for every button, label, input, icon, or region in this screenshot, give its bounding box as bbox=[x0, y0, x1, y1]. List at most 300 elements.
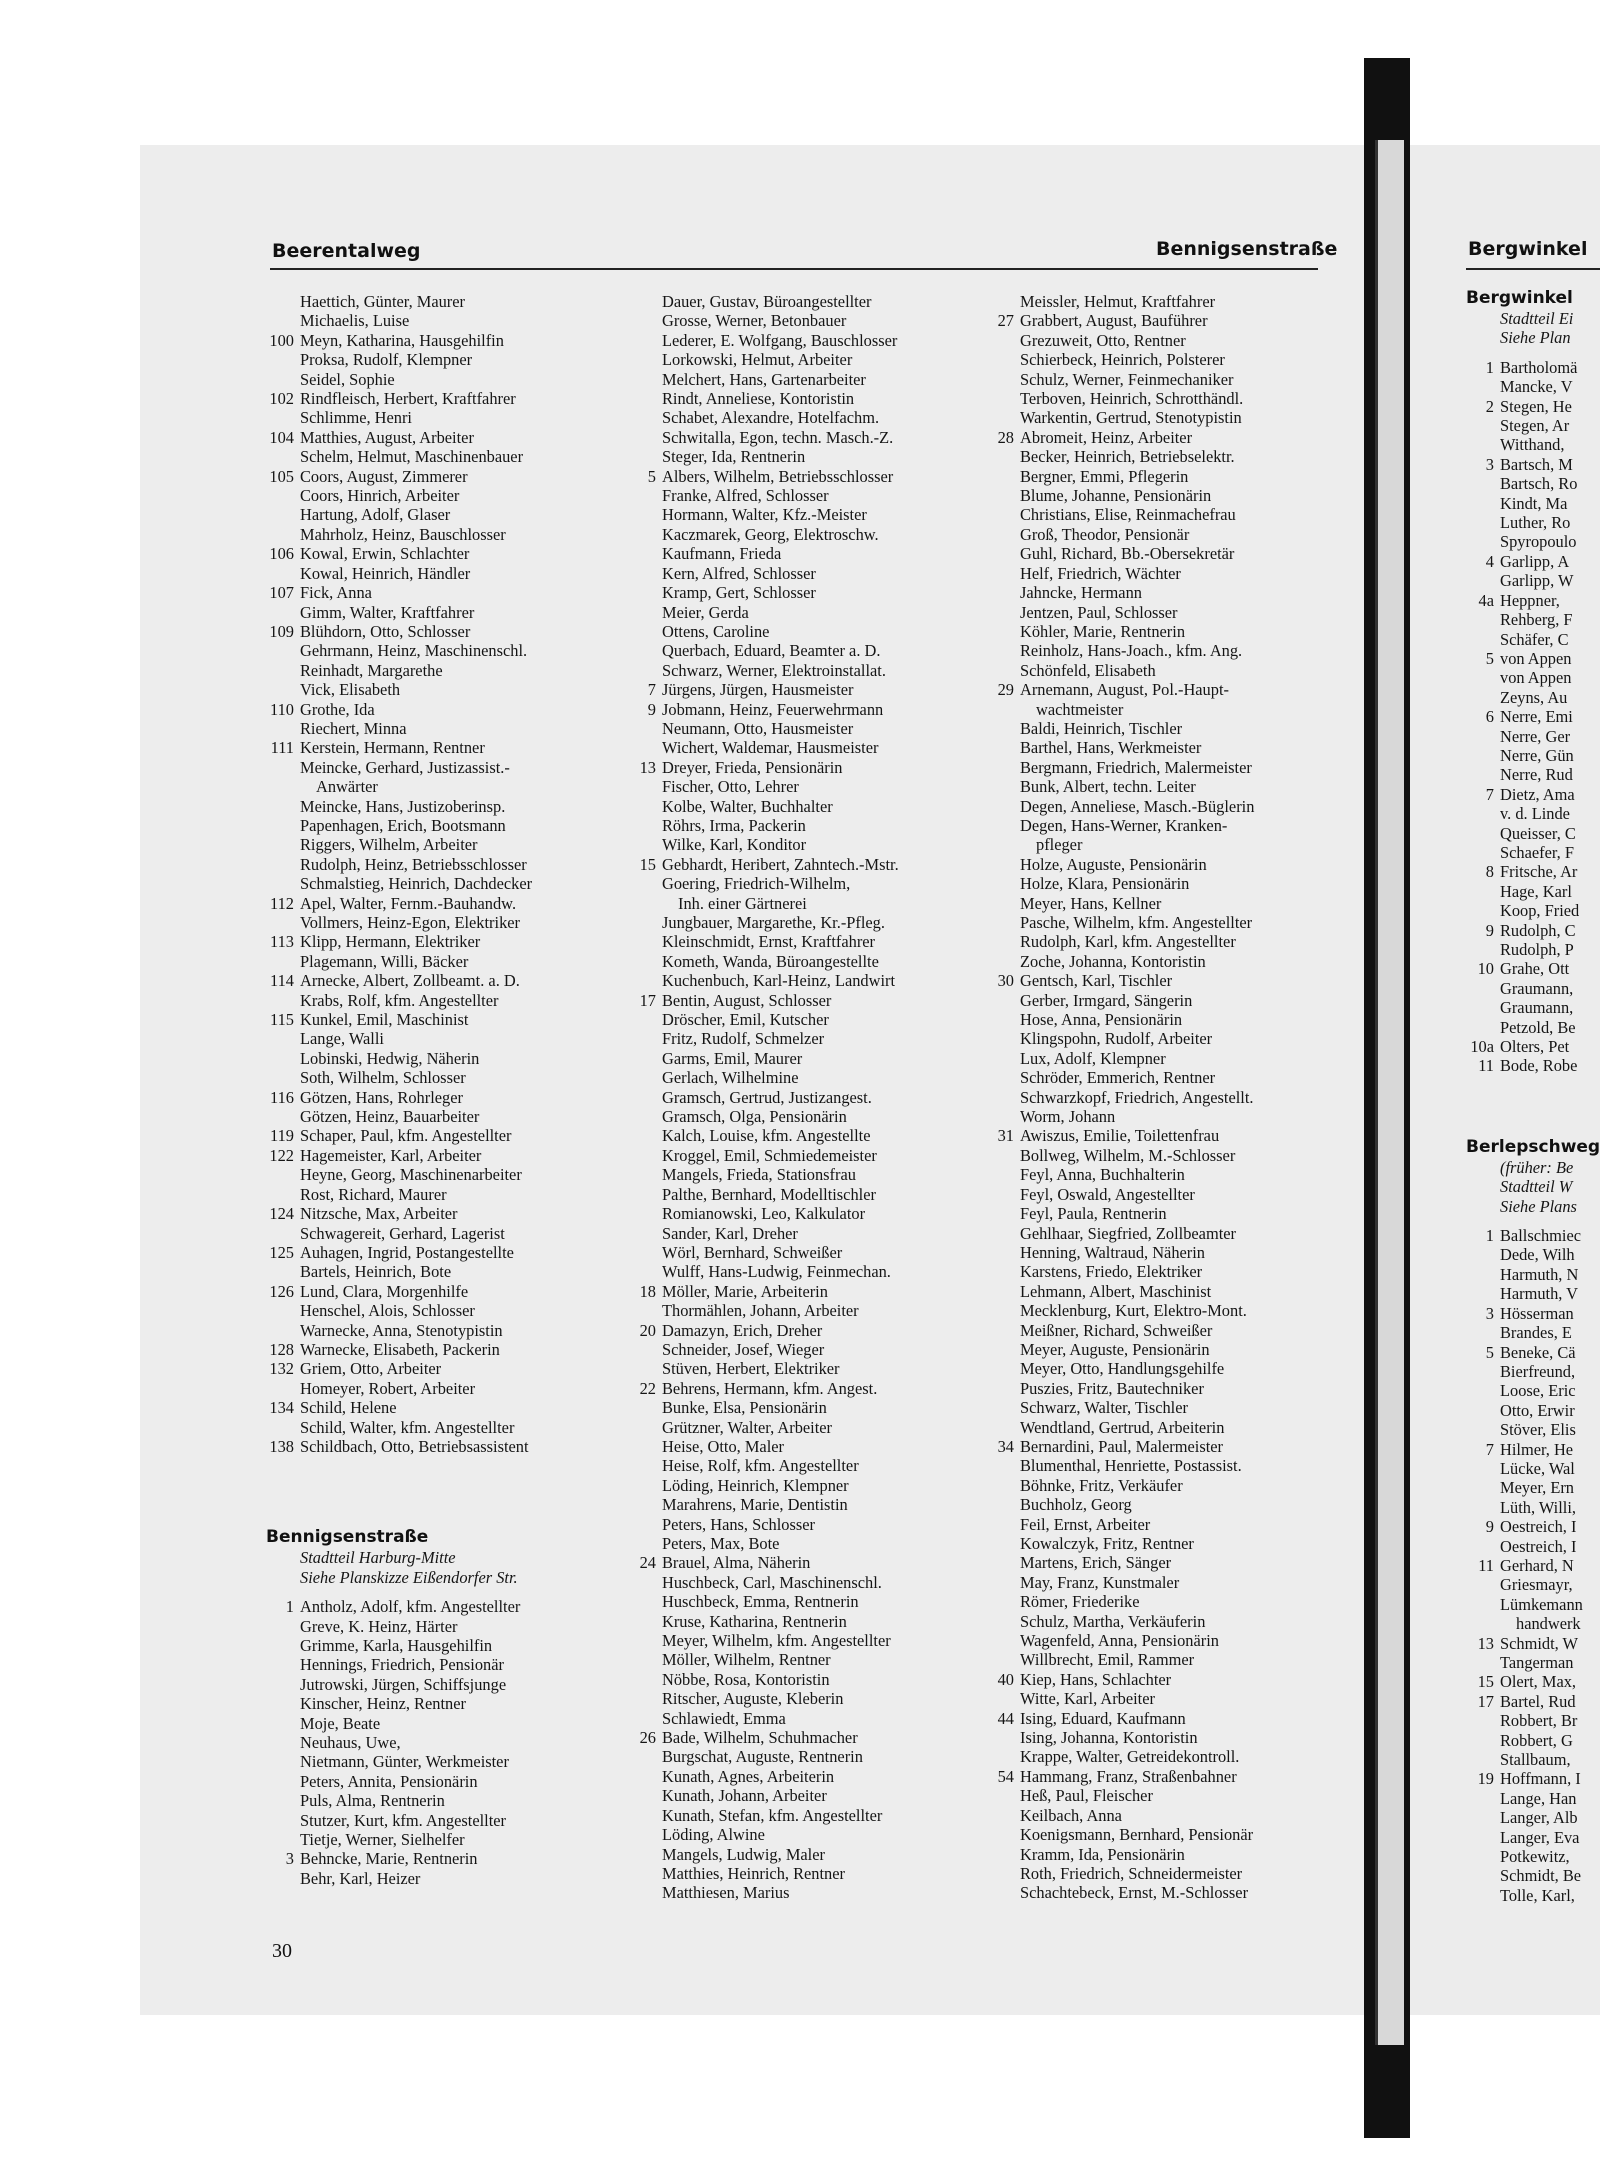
house-number: 17 bbox=[639, 990, 656, 1010]
resident-name: Kalch, Louise, kfm. Angestellte bbox=[662, 1126, 871, 1146]
resident-name: Meincke, Hans, Justizoberinsp. bbox=[300, 796, 506, 816]
entry-line bbox=[628, 991, 978, 1010]
resident-name: Behncke, Marie, Rentnerin bbox=[300, 1849, 478, 1869]
resident-name: von Appen bbox=[1500, 648, 1572, 668]
entry-line bbox=[1466, 1478, 1600, 1497]
house-number: 15 bbox=[1477, 1672, 1494, 1692]
entry-line bbox=[1466, 1056, 1600, 1075]
entry-line bbox=[266, 932, 616, 951]
entry-line bbox=[986, 855, 1356, 874]
directory-entry bbox=[1466, 1304, 1600, 1323]
entry-line bbox=[266, 1811, 616, 1830]
resident-name: Meissler, Helmut, Kraftfahrer bbox=[1020, 292, 1216, 311]
directory-entry bbox=[986, 913, 1356, 932]
resident-name: Witte, Karl, Arbeiter bbox=[1020, 1689, 1155, 1709]
house-number: 106 bbox=[269, 544, 294, 564]
directory-entry bbox=[628, 991, 978, 1010]
resident-name: Fritz, Rudolf, Schmelzer bbox=[662, 1029, 825, 1049]
directory-entry bbox=[628, 1515, 978, 1534]
resident-name: Rudolph, Heinz, Betriebsschlosser bbox=[300, 854, 527, 874]
resident-name: Tietje, Werner, Sielhelfer bbox=[300, 1830, 465, 1850]
entry-line bbox=[628, 855, 978, 874]
column-1 bbox=[266, 292, 616, 1888]
resident-name: Schulz, Martha, Verkäuferin bbox=[1020, 1611, 1206, 1631]
resident-name: Bartels, Heinrich, Bote bbox=[300, 1262, 452, 1282]
directory-entry bbox=[266, 991, 616, 1010]
entry-line bbox=[628, 1146, 978, 1165]
resident-name: Terboven, Heinrich, Schrotthändl. bbox=[1020, 389, 1244, 409]
entry-line bbox=[266, 1379, 616, 1398]
house-number: 10a bbox=[1470, 1037, 1494, 1057]
entry-line bbox=[986, 1573, 1356, 1592]
entry-line bbox=[628, 1845, 978, 1864]
resident-name: Degen, Anneliese, Masch.-Büglerin bbox=[1020, 796, 1255, 816]
house-number: 3 bbox=[1485, 1303, 1494, 1323]
resident-name: Dede, Wilh bbox=[1500, 1245, 1575, 1265]
entry-line bbox=[1466, 649, 1600, 668]
resident-name: Hoffmann, I bbox=[1500, 1769, 1581, 1789]
entry-line bbox=[986, 1670, 1356, 1689]
directory-entry bbox=[266, 932, 616, 951]
directory-entry bbox=[628, 700, 978, 719]
resident-name: Schild, Helene bbox=[300, 1398, 397, 1418]
entry-line bbox=[986, 1689, 1356, 1708]
resident-name: Robbert, G bbox=[1500, 1730, 1573, 1750]
resident-name: Wendtland, Gertrud, Arbeiterin bbox=[1020, 1417, 1225, 1437]
resident-name: Kerstein, Hermann, Rentner bbox=[300, 738, 485, 758]
house-number: 125 bbox=[269, 1242, 294, 1262]
entry-line bbox=[1466, 1847, 1600, 1866]
directory-entry bbox=[628, 1107, 978, 1126]
directory-entry bbox=[986, 641, 1356, 660]
directory-entry bbox=[628, 1165, 978, 1184]
directory-entry bbox=[628, 408, 978, 427]
directory-entry bbox=[986, 564, 1356, 583]
entry-line bbox=[266, 1204, 616, 1223]
entry-line bbox=[628, 1670, 978, 1689]
resident-name: Nietmann, Günter, Werkmeister bbox=[300, 1752, 509, 1772]
entry-line bbox=[986, 1806, 1356, 1825]
entry-line bbox=[266, 1262, 616, 1281]
directory-entry bbox=[1466, 1459, 1600, 1478]
directory-entry bbox=[266, 1811, 616, 1830]
entry-line bbox=[266, 292, 616, 311]
resident-name: Krappe, Walter, Getreidekontroll. bbox=[1020, 1747, 1240, 1767]
entry-line bbox=[266, 1849, 616, 1868]
entry-line bbox=[986, 370, 1356, 389]
entry-line bbox=[1466, 1343, 1600, 1362]
directory-entry bbox=[986, 1573, 1356, 1592]
house-number: 19 bbox=[1477, 1769, 1494, 1789]
directory-entry bbox=[986, 544, 1356, 563]
directory-entry bbox=[1466, 1847, 1600, 1866]
entry-continuation: wachtmeister bbox=[1036, 699, 1124, 719]
house-number: 7 bbox=[1485, 1439, 1494, 1459]
entry-line bbox=[628, 1573, 978, 1592]
directory-entry bbox=[986, 331, 1356, 350]
entry-line bbox=[628, 1553, 978, 1572]
resident-name: Meißner, Richard, Schweißer bbox=[1020, 1320, 1213, 1340]
entry-line bbox=[1466, 765, 1600, 784]
resident-name: Schierbeck, Heinrich, Polsterer bbox=[1020, 350, 1225, 370]
resident-name: Heise, Otto, Maler bbox=[662, 1436, 784, 1456]
entry-line bbox=[266, 1107, 616, 1126]
entry-line bbox=[266, 1301, 616, 1320]
resident-name: Heppner, bbox=[1500, 590, 1560, 610]
directory-entry bbox=[628, 1747, 978, 1766]
directory-entry bbox=[266, 311, 616, 330]
entry-line bbox=[266, 408, 616, 427]
directory-entry bbox=[986, 311, 1356, 330]
entry-line bbox=[986, 661, 1356, 680]
house-number: 26 bbox=[639, 1728, 656, 1748]
resident-name: Rindfleisch, Herbert, Kraftfahrer bbox=[300, 389, 516, 409]
house-number: 13 bbox=[1477, 1633, 1494, 1653]
resident-name: Römer, Friederike bbox=[1020, 1592, 1140, 1612]
house-number: 9 bbox=[647, 699, 656, 719]
resident-name: Schwagereit, Gerhard, Lagerist bbox=[300, 1223, 505, 1243]
directory-entry bbox=[986, 408, 1356, 427]
entry-line bbox=[628, 874, 978, 893]
directory-entry bbox=[1466, 1498, 1600, 1517]
entry-line bbox=[1466, 1284, 1600, 1303]
entry-line bbox=[1466, 513, 1600, 532]
entry-line bbox=[266, 428, 616, 447]
house-number: 2 bbox=[1485, 396, 1494, 416]
resident-name: Grosse, Werner, Betonbauer bbox=[662, 311, 847, 331]
directory-entry bbox=[266, 855, 616, 874]
directory-entry bbox=[628, 855, 978, 874]
directory-entry bbox=[986, 1068, 1356, 1087]
resident-name: Schäfer, C bbox=[1500, 629, 1569, 649]
resident-name: Warkentin, Gertrud, Stenotypistin bbox=[1020, 408, 1242, 428]
resident-name: Franke, Alfred, Schlosser bbox=[662, 486, 829, 506]
house-number: 100 bbox=[269, 330, 294, 350]
resident-name: Grezuweit, Otto, Rentner bbox=[1020, 330, 1186, 350]
directory-entry bbox=[628, 1612, 978, 1631]
entry-line bbox=[986, 680, 1356, 699]
entry-line bbox=[628, 408, 978, 427]
directory-entry bbox=[986, 1747, 1356, 1766]
entry-line bbox=[628, 1165, 978, 1184]
resident-name: Querbach, Eduard, Beamter a. D. bbox=[662, 641, 881, 661]
resident-name: Bartholomä bbox=[1500, 357, 1578, 377]
directory-entry bbox=[986, 1165, 1356, 1184]
resident-name: Dauer, Gustav, Büroangestellter bbox=[662, 292, 872, 311]
entry-line bbox=[628, 1185, 978, 1204]
entry-line bbox=[1466, 610, 1600, 629]
entry-line bbox=[628, 370, 978, 389]
entry-line bbox=[986, 971, 1356, 990]
resident-name: Queisser, C bbox=[1500, 823, 1576, 843]
spacer bbox=[1466, 1216, 1600, 1226]
house-number: 27 bbox=[997, 311, 1014, 331]
entry-line bbox=[266, 1282, 616, 1301]
resident-name: Worm, Johann bbox=[1020, 1107, 1116, 1127]
entry-line bbox=[1466, 1304, 1600, 1323]
resident-name: Garlipp, W bbox=[1500, 571, 1574, 591]
house-number: 18 bbox=[639, 1281, 656, 1301]
entry-line bbox=[628, 1049, 978, 1068]
directory-entry bbox=[1466, 1018, 1600, 1037]
resident-name: Meier, Gerda bbox=[662, 602, 749, 622]
resident-name: Peters, Annita, Pensionärin bbox=[300, 1771, 478, 1791]
directory-entry bbox=[986, 1806, 1356, 1825]
resident-name: Lederer, E. Wolfgang, Bauschlosser bbox=[662, 330, 898, 350]
resident-name: Beneke, Cä bbox=[1500, 1342, 1576, 1362]
directory-entry bbox=[1466, 1323, 1600, 1342]
directory-entry bbox=[1466, 959, 1600, 978]
resident-name: Stüven, Herbert, Elektriker bbox=[662, 1359, 840, 1379]
house-number: 5 bbox=[1485, 648, 1494, 668]
directory-entry bbox=[986, 1243, 1356, 1262]
directory-entry bbox=[1466, 1575, 1600, 1594]
resident-name: Grahe, Ott bbox=[1500, 959, 1570, 979]
entry-line bbox=[986, 1553, 1356, 1572]
resident-name: Kramm, Ida, Pensionärin bbox=[1020, 1844, 1185, 1864]
resident-name: Roth, Friedrich, Schneidermeister bbox=[1020, 1863, 1243, 1883]
directory-entry bbox=[986, 505, 1356, 524]
directory-entry bbox=[628, 1476, 978, 1495]
running-head-right: Bergwinkel bbox=[1468, 238, 1588, 260]
entry-continuation: Anwärter bbox=[316, 777, 378, 797]
entry-line bbox=[1466, 1634, 1600, 1653]
entry-line bbox=[266, 1029, 616, 1048]
directory-entry bbox=[1466, 571, 1600, 590]
directory-entry bbox=[1466, 1595, 1600, 1634]
directory-entry bbox=[266, 603, 616, 622]
directory-entry bbox=[266, 1068, 616, 1087]
entry-line bbox=[986, 1185, 1356, 1204]
house-number: 17 bbox=[1477, 1691, 1494, 1711]
resident-name: Behr, Karl, Heizer bbox=[300, 1868, 421, 1888]
directory-entry bbox=[628, 564, 978, 583]
resident-name: Kaufmann, Frieda bbox=[662, 544, 782, 564]
resident-name: Nöbbe, Rosa, Kontoristin bbox=[662, 1669, 830, 1689]
directory-entry bbox=[628, 1185, 978, 1204]
directory-entry bbox=[266, 1146, 616, 1165]
resident-name: Mangels, Ludwig, Maler bbox=[662, 1844, 825, 1864]
directory-entry bbox=[986, 1321, 1356, 1340]
resident-name: von Appen bbox=[1500, 668, 1572, 688]
resident-name: Homeyer, Robert, Arbeiter bbox=[300, 1378, 476, 1398]
entry-line bbox=[266, 1340, 616, 1359]
resident-name: Potkewitz, bbox=[1500, 1847, 1570, 1867]
entry-line bbox=[1466, 1692, 1600, 1711]
directory-entry bbox=[986, 1709, 1356, 1728]
directory-entry bbox=[266, 525, 616, 544]
entry-line bbox=[266, 1185, 616, 1204]
entry-line bbox=[1466, 707, 1600, 726]
resident-name: Riechert, Minna bbox=[300, 718, 407, 738]
entry-line bbox=[986, 486, 1356, 505]
entry-line bbox=[1466, 862, 1600, 881]
resident-name: Hose, Anna, Pensionärin bbox=[1020, 1010, 1183, 1030]
entry-line bbox=[1466, 571, 1600, 590]
entry-line bbox=[1466, 552, 1600, 571]
directory-entry bbox=[1466, 1731, 1600, 1750]
directory-entry bbox=[266, 408, 616, 427]
directory-entry bbox=[628, 1359, 978, 1378]
resident-name: Ballschmiec bbox=[1500, 1226, 1582, 1246]
directory-entry bbox=[1466, 746, 1600, 765]
resident-name: Jürgens, Jürgen, Hausmeister bbox=[662, 680, 854, 700]
entry-line bbox=[628, 1534, 978, 1553]
directory-entry bbox=[266, 641, 616, 660]
resident-name: Ottens, Caroline bbox=[662, 621, 770, 641]
directory-entry bbox=[266, 1636, 616, 1655]
entry-line bbox=[986, 932, 1356, 951]
entry-line bbox=[1466, 1672, 1600, 1691]
resident-name: Kunath, Johann, Arbeiter bbox=[662, 1786, 827, 1806]
resident-name: Melchert, Hans, Gartenarbeiter bbox=[662, 369, 866, 389]
entry-line bbox=[986, 1282, 1356, 1301]
directory-entry bbox=[1466, 1440, 1600, 1459]
directory-entry bbox=[1466, 610, 1600, 629]
entry-line bbox=[628, 1612, 978, 1631]
entry-line bbox=[986, 816, 1356, 835]
directory-entry bbox=[266, 1379, 616, 1398]
resident-name: Schwarz, Walter, Tischler bbox=[1020, 1398, 1188, 1418]
resident-name: Apel, Walter, Fernm.-Bauhandw. bbox=[300, 893, 517, 913]
resident-name: Langer, Alb bbox=[1500, 1808, 1578, 1828]
resident-name: Romianowski, Leo, Kalkulator bbox=[662, 1204, 866, 1224]
directory-entry bbox=[266, 1869, 616, 1888]
entry-line bbox=[986, 797, 1356, 816]
directory-entry bbox=[986, 1592, 1356, 1611]
resident-name: Nerre, Ger bbox=[1500, 726, 1571, 746]
directory-entry bbox=[1466, 1692, 1600, 1711]
entry-line bbox=[628, 1650, 978, 1669]
entry-line bbox=[266, 641, 616, 660]
running-head-left: Beerentalweg bbox=[272, 240, 421, 262]
house-number: 107 bbox=[269, 583, 294, 603]
directory-entry bbox=[628, 1224, 978, 1243]
column-2 bbox=[628, 292, 978, 1903]
resident-name: Seidel, Sophie bbox=[300, 369, 395, 389]
entry-line bbox=[1466, 668, 1600, 687]
resident-name: Plagemann, Willi, Bäcker bbox=[300, 951, 469, 971]
resident-name: Löding, Alwine bbox=[662, 1825, 765, 1845]
directory-entry bbox=[986, 1107, 1356, 1126]
directory-entry bbox=[628, 1806, 978, 1825]
resident-name: Ritscher, Auguste, Kleberin bbox=[662, 1689, 844, 1709]
entry-line bbox=[266, 505, 616, 524]
directory-entry bbox=[1466, 1517, 1600, 1536]
resident-name: Brauel, Alma, Näherin bbox=[662, 1553, 811, 1573]
resident-name: Rudolph, P bbox=[1500, 940, 1574, 959]
directory-entry bbox=[986, 603, 1356, 622]
entry-line bbox=[1466, 979, 1600, 998]
directory-entry bbox=[1466, 1886, 1600, 1905]
resident-name: Mancke, V bbox=[1500, 377, 1573, 397]
resident-name: Meyn, Katharina, Hausgehilfin bbox=[300, 330, 504, 350]
entry-line bbox=[986, 1243, 1356, 1262]
directory-entry bbox=[986, 797, 1356, 816]
entry-line bbox=[1466, 1362, 1600, 1381]
directory-entry bbox=[986, 719, 1356, 738]
entry-line bbox=[986, 583, 1356, 602]
resident-name: Schlawiedt, Emma bbox=[662, 1708, 786, 1728]
entry-line bbox=[266, 603, 616, 622]
directory-entry bbox=[628, 1379, 978, 1398]
resident-name: Garms, Emil, Maurer bbox=[662, 1048, 803, 1068]
directory-entry bbox=[628, 1689, 978, 1708]
directory-entry bbox=[1466, 1265, 1600, 1284]
resident-name: Langer, Eva bbox=[1500, 1827, 1580, 1847]
entry-line bbox=[266, 622, 616, 641]
entry-line bbox=[628, 292, 978, 311]
resident-name: Gebhardt, Heribert, Zahntech.-Mstr. bbox=[662, 854, 899, 874]
directory-entry bbox=[266, 1243, 616, 1262]
directory-entry bbox=[628, 1301, 978, 1320]
entry-line bbox=[628, 1088, 978, 1107]
directory-entry bbox=[986, 758, 1356, 777]
directory-entry bbox=[986, 389, 1356, 408]
entry-line bbox=[628, 564, 978, 583]
entry-line bbox=[628, 1010, 978, 1029]
entry-line bbox=[1466, 1420, 1600, 1439]
directory-entry bbox=[628, 641, 978, 660]
entry-line bbox=[1466, 843, 1600, 862]
house-number: 112 bbox=[270, 893, 294, 913]
spacer bbox=[266, 1587, 616, 1597]
resident-name: Schwitalla, Egon, techn. Masch.-Z. bbox=[662, 427, 894, 447]
entry-line bbox=[1466, 1556, 1600, 1575]
entry-line bbox=[986, 1437, 1356, 1456]
directory-entry bbox=[1466, 804, 1600, 823]
entry-line bbox=[986, 564, 1356, 583]
directory-entry bbox=[628, 719, 978, 738]
resident-name: Warnecke, Anna, Stenotypistin bbox=[300, 1320, 503, 1340]
resident-name: Pasche, Wilhelm, kfm. Angestellter bbox=[1020, 913, 1253, 932]
street-heading: Bennigsenstraße bbox=[266, 1527, 429, 1548]
entry-line bbox=[986, 1204, 1356, 1223]
resident-name: Blumenthal, Henriette, Postassist. bbox=[1020, 1456, 1242, 1476]
entry-line bbox=[266, 1597, 616, 1616]
resident-name: Zoche, Johanna, Kontoristin bbox=[1020, 951, 1206, 971]
directory-entry bbox=[266, 350, 616, 369]
page-number: 30 bbox=[272, 1940, 292, 1962]
entry-line bbox=[266, 1126, 616, 1145]
directory-entry bbox=[266, 622, 616, 641]
entry-line bbox=[628, 1728, 978, 1747]
resident-name: Götzen, Heinz, Bauarbeiter bbox=[300, 1107, 480, 1127]
directory-entry bbox=[266, 1340, 616, 1359]
resident-name: Stallbaum, bbox=[1500, 1750, 1571, 1770]
entry-line bbox=[628, 1301, 978, 1320]
directory-entry bbox=[628, 525, 978, 544]
resident-name: Hennings, Friedrich, Pensionär bbox=[300, 1655, 504, 1675]
entry-line bbox=[1466, 746, 1600, 765]
directory-entry bbox=[986, 1825, 1356, 1844]
directory-entry bbox=[266, 1791, 616, 1810]
resident-name: Greve, K. Heinz, Härter bbox=[300, 1616, 458, 1636]
resident-name: Guhl, Richard, Bb.-Obersekretär bbox=[1020, 544, 1235, 564]
entry-line bbox=[1466, 1731, 1600, 1750]
directory-entry bbox=[1466, 1401, 1600, 1420]
entry-line bbox=[628, 1321, 978, 1340]
entry-line bbox=[1466, 959, 1600, 978]
directory-entry bbox=[266, 1107, 616, 1126]
resident-name: Hösserman bbox=[1500, 1303, 1574, 1323]
resident-name: Mahrholz, Heinz, Bauschlosser bbox=[300, 524, 506, 544]
directory-entry bbox=[1466, 707, 1600, 726]
resident-name: Burgschat, Auguste, Rentnerin bbox=[662, 1747, 863, 1767]
entry-line bbox=[628, 1747, 978, 1766]
street-note: Stadtteil Harburg-Mitte bbox=[300, 1548, 456, 1568]
resident-name: Schwarzkopf, Friedrich, Angestellt. bbox=[1020, 1087, 1254, 1107]
